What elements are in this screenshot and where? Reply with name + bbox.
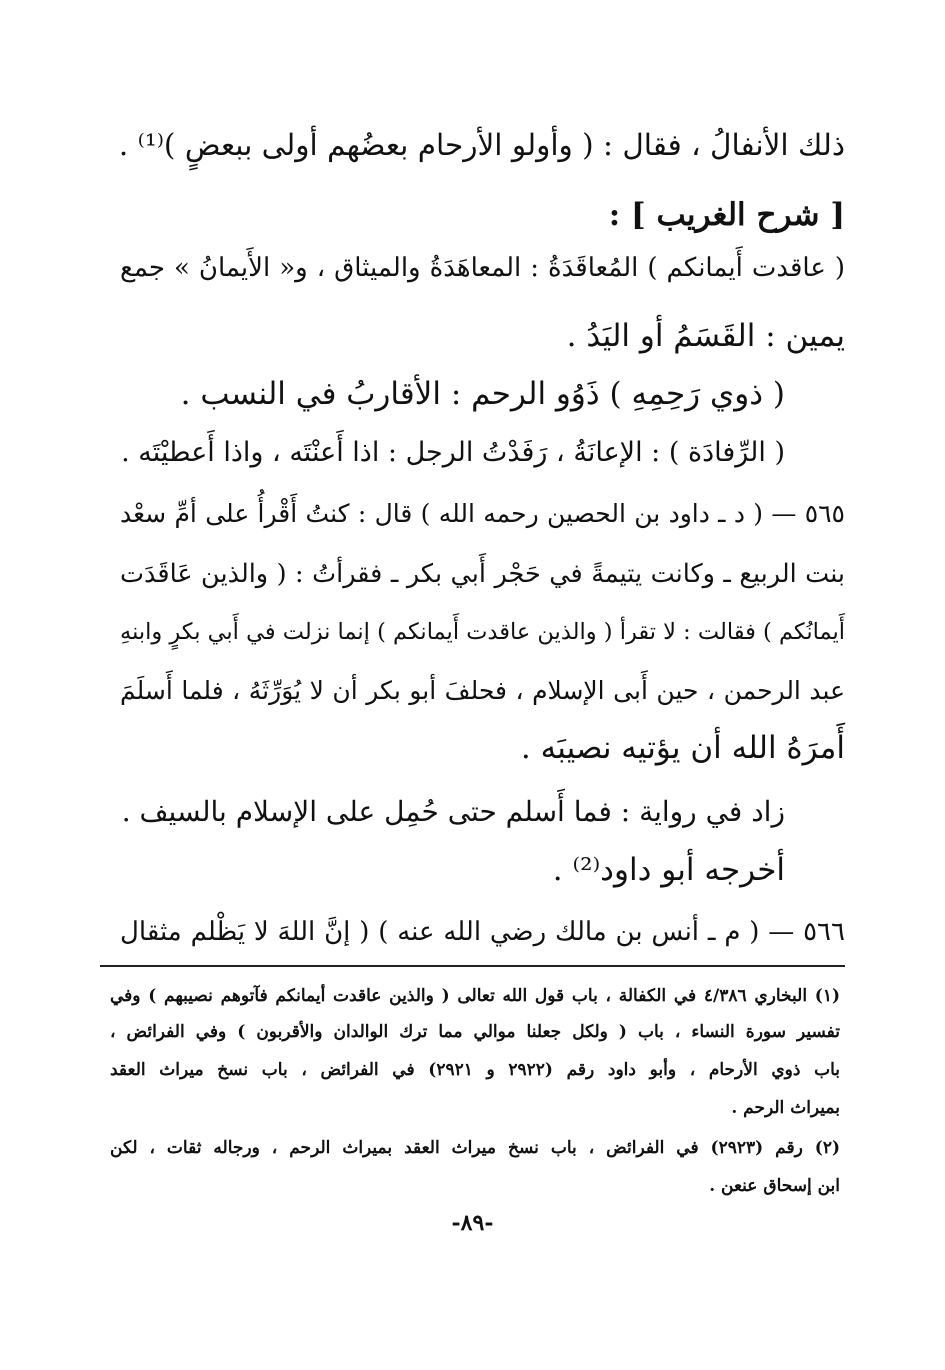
footnote-line-3: باب ذوي الأرحام ، وأبو داود رقم (٢٩٢٢ و ٢٩٢١) في الفرائض ، باب نسخ ميراث العقد <box>110 1060 840 1080</box>
hadith-565-heading: ٥٦٥ — ( د ـ داود بن الحصين رحمه الله ) قال : كنتُ أَقْرأُ على أمِّ سعْد <box>120 499 845 528</box>
footnote-separator <box>100 965 845 967</box>
text-line-12: زاد في رواية : فما أَسلم حتى حُمِل على الإسلام بالسيف . <box>121 795 785 828</box>
hadith-566-heading: ٥٦٦ — ( م ـ أنس بن مالك رضي الله عنه ) ( إنَّ اللهَ لا يَظْلم مثقال <box>120 917 845 947</box>
footnote-line-1: (١) البخاري ٤/٣٨٦ في الكفالة ، باب قول الله تعالى ( والذين عاقدت أيمانكم فآتوهم نصيبهم ) وفي <box>110 986 840 1006</box>
footnote-line-2: تفسير سورة النساء ، باب ( ولكل جعلنا موالي مما ترك الوالدان والأقربون ) وفي الفرائض ، <box>110 1022 840 1042</box>
text-line-4: يمين : القَسَمُ أو اليَدُ . <box>566 318 845 354</box>
text-line-3: ( عاقدت أَيمانكم ) المُعاقَدَةُ : المعاهَدَةُ والميثاق ، و« الأَيمانُ » جمع <box>120 253 845 283</box>
text-line-10: عبد الرحمن ، حين أَبى الإسلام ، فحلفَ أبو بكر أن لا يُوَرِّثَهُ ، فلما أَسلَمَ <box>120 676 845 705</box>
footnote-line-5: (٢) رقم (٢٩٢٣) في الفرائض ، باب نسخ ميراث العقد بميراث الرحم ، ورجاله ثقات ، لكن <box>110 1138 841 1158</box>
text-line-13: أخرجه أبو داود⁽²⁾ . <box>552 852 785 888</box>
text-line-6: ( الرِّفادَة ) : الإعانَةُ ، رَفَدْتُ الرجل : اذا أَعنْتَه ، واذا أَعطيْتَه . <box>121 437 785 468</box>
section-heading: [ شرح الغريب ] : <box>608 197 845 233</box>
footnote-line-6: ابن إسحاق عنعن . <box>709 1176 840 1196</box>
text-line-8: بنت الربيع ـ وكانت يتيمةً في حَجْر أَبي بكر ـ فقرأتُ : ( والذين عَاقَدَت <box>120 559 845 589</box>
text-line-1: ذلك الأنفالُ ، فقال : ( وأولو الأرحام بعضُهم أولى ببعضٍ )⁽¹⁾ . <box>118 128 845 162</box>
text-line-5: ( ذوي رَحِمِهِ ) ذَوُو الرحم : الأقاربُ في النسب . <box>180 376 785 412</box>
page-number: -٨٩- <box>451 1210 494 1236</box>
text-line-9: أَيمانُكم ) فقالت : لا تقرأ ( والذين عاقدت أَيمانكم ) إنما نزلت في أَبي بكرٍ وابنهِ <box>120 619 845 645</box>
footnote-line-4: بميراث الرحم . <box>731 1098 840 1118</box>
text-line-11: أَمرَهُ الله أن يؤتيه نصيبَه . <box>520 730 845 766</box>
